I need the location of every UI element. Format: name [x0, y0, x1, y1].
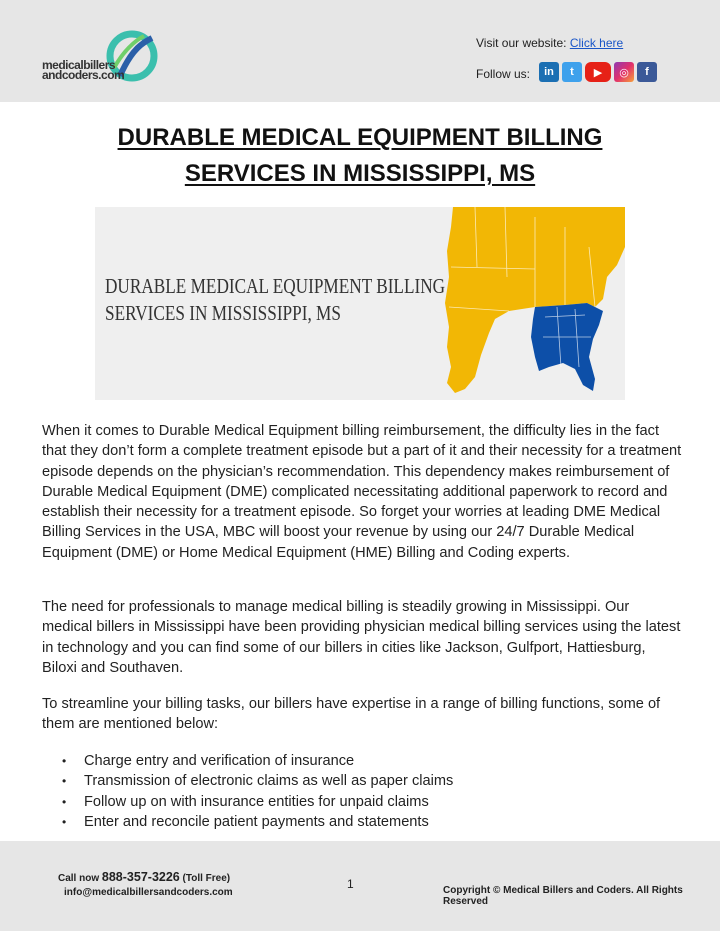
banner-line2: SERVICES IN MISSISSIPPI, MS — [105, 301, 341, 325]
call-now — [58, 870, 230, 884]
facebook-icon[interactable]: f — [637, 62, 657, 82]
banner-line1: DURABLE MEDICAL EQUIPMENT BILLING — [105, 274, 446, 298]
visit-label: Visit our website: — [476, 36, 570, 50]
banner-text — [105, 273, 445, 327]
list-item: • Transmission of electronic claims as well as paper claims — [62, 771, 453, 791]
linkedin-icon[interactable]: in — [539, 62, 559, 82]
list-item: • Enter and reconcile patient payments and statements — [62, 812, 453, 832]
follow-label: Follow us: — [476, 67, 531, 81]
visit-website — [476, 36, 623, 50]
call-prefix: Call now — [58, 873, 102, 884]
paragraph-2: The need for professionals to manage medical billing is steadily growing in Mississippi. Our medical billers in Mississippi have been providing physician medical billing services using the latest in technology and you can find some of our billers in cities like Jackson, Gulfport, Hattiesburg, Biloxi and Southaven. — [42, 599, 681, 676]
phone-number[interactable]: 888-357-3226 — [101, 870, 180, 884]
instagram-icon[interactable]: ◎ — [614, 62, 634, 82]
banner-image — [95, 207, 625, 400]
youtube-icon[interactable]: ▶ — [585, 62, 611, 82]
page-number: 1 — [347, 877, 354, 891]
website-link[interactable]: Click here — [569, 36, 624, 50]
email-link[interactable]: info@medicalbillersandcoders.com — [64, 887, 233, 898]
social-icons — [539, 62, 657, 82]
list-item: • Follow up on with insurance entities for unpaid claims — [62, 792, 453, 812]
services-list — [62, 751, 453, 832]
logo-line2: andcoders.com — [42, 68, 125, 82]
logo-text — [42, 60, 124, 80]
paragraph-3: To streamline your billing tasks, our billers have expertise in a range of billing functions, some of them are mentioned below: — [42, 696, 661, 733]
logo-line1: medicalbillers — [42, 58, 116, 72]
page-header — [0, 0, 720, 102]
list-item: • Charge entry and verification of insurance — [62, 751, 453, 771]
twitter-icon[interactable]: t — [562, 62, 582, 82]
copyright-text: Copyright © Medical Billers and Coders. All Rights Reserved — [443, 885, 683, 907]
page-title: DURABLE MEDICAL EQUIPMENT BILLING SERVICES IN MISSISSIPPI, MS — [117, 124, 603, 187]
page-footer — [0, 841, 720, 931]
paragraph-1: When it comes to Durable Medical Equipment billing reimbursement, the difficulty lies in the fact that they don’t form a complete treatment episode but a part of it and their necessity for a treatment episode depends on the physician’s recommendation. This dependency makes reimbursement of Durable Medical Equipment (DME) complicated necessitating additional paperwork to record and establish their necessity for a treatment episode. So forget your worries at leading DME Medical Billing Services in the USA, MBC will boost your revenue by using our 24/7 Durable Medical Equipment (DME) or Home Medical Equipment (HME) Billing and Coding experts. — [42, 423, 682, 561]
toll-free-label: (Toll Free) — [179, 873, 231, 884]
